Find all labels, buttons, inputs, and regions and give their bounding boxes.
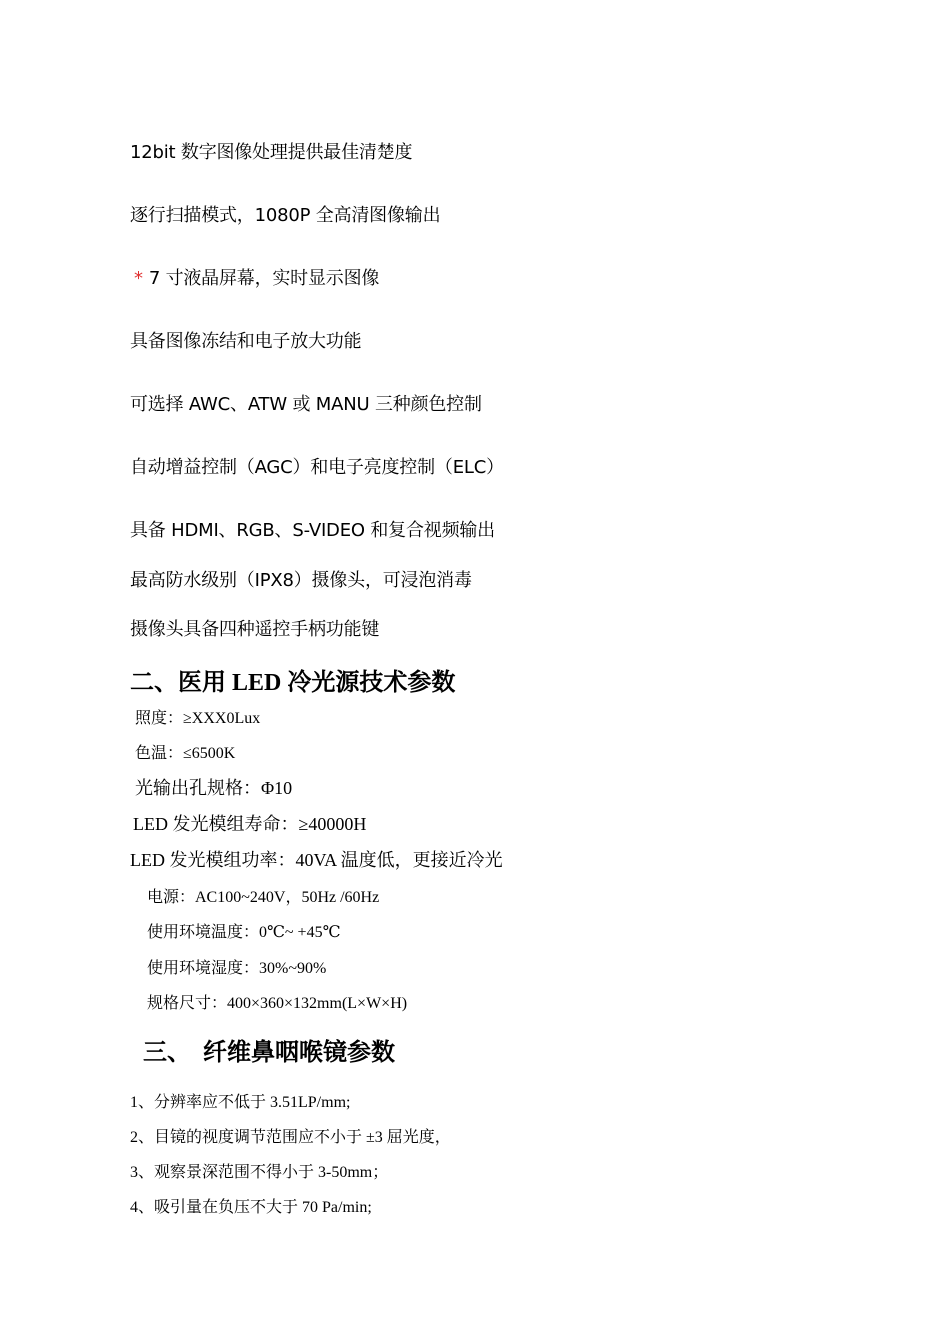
feature-item: 具备图像冻结和电子放大功能 [130,331,362,352]
scope-spec-item: 3、观察景深范围不得小于 3-50mm； [130,1164,389,1181]
spec-item-dimensions: 规格尺寸：400×360×132mm(L×W×H) [147,995,408,1012]
spec-item-operating-humidity: 使用环境湿度：30%~90% [147,960,327,977]
spec-item-color-temperature: 色温：≤6500K [135,745,236,762]
asterisk-marker: * [134,268,143,289]
feature-item-text: 7 寸液晶屏幕，实时显示图像 [148,268,380,289]
scope-spec-item: 1、分辨率应不低于 3.51LP/mm; [130,1094,351,1111]
spec-item-power-supply: 电源：AC100~240V，50Hz /60Hz [147,889,380,906]
feature-item-starred [134,264,379,290]
spec-item-led-lifetime: LED 发光模组寿命：≥40000H [133,814,367,834]
spec-item-led-power: LED 发光模组功率：40VA 温度低，更接近冷光 [130,850,503,870]
feature-item: 逐行扫描模式，1080P 全高清图像输出 [130,205,441,226]
feature-item: 最高防水级别（IPX8）摄像头，可浸泡消毒 [130,570,472,591]
scope-spec-item: 2、目镜的视度调节范围应不小于 ±3 屈光度， [130,1129,451,1146]
feature-item: 摄像头具备四种遥控手柄功能键 [130,619,380,640]
feature-item: 12bit 数字图像处理提供最佳清楚度 [130,142,413,163]
section-heading-fiber-laryngoscope: 三、 纤维鼻咽喉镜参数 [143,1040,395,1066]
spec-item-output-aperture: 光输出孔规格：Φ10 [135,778,293,798]
section-heading-led-light-source: 二、医用 LED 冷光源技术参数 [130,670,456,696]
feature-item: 自动增益控制（AGC）和电子亮度控制（ELC） [130,457,504,478]
feature-item: 可选择 AWC、ATW 或 MANU 三种颜色控制 [130,394,482,415]
scope-spec-item: 4、吸引量在负压不大于 70 Pa/min; [130,1199,372,1216]
spec-item-operating-temperature: 使用环境温度：0℃~ +45℃ [147,924,341,941]
spec-item-illuminance: 照度：≥XXX0Lux [135,710,261,727]
feature-item: 具备 HDMI、RGB、S-VIDEO 和复合视频输出 [130,520,495,541]
